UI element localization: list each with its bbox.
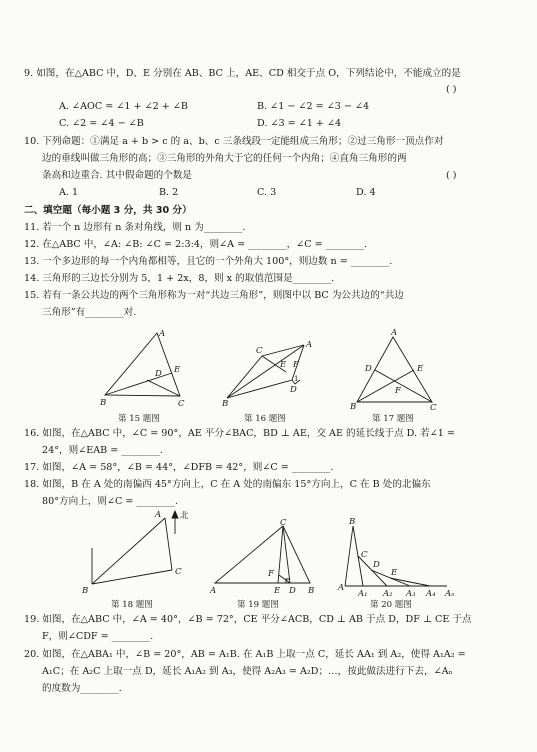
fig18-label-a: A [155, 510, 162, 520]
fig16-label-e: E [280, 360, 287, 370]
fig17-label-d: D [365, 364, 372, 374]
fig19-label-f: F [268, 569, 274, 579]
q15-line1: 15. 若有一条公共边的两个三角形称为一对“共边三角形”，则图中以 BC 为公共边的“共边 [24, 290, 404, 301]
q19-line2: F，则∠CDF = ________. [42, 631, 154, 642]
fig19-label-d: D [289, 586, 296, 596]
fig20-label-a2: A₂ [383, 589, 393, 599]
q16-line2: 24°，则∠EAB = ________. [42, 445, 163, 456]
q20-line2: A₁C；在 A₂C 上取一点 D，延长 A₁A₂ 到 A₃，使得 A₂A₃ = A₂D；…，按此做法进行下去，∠Aₙ [42, 666, 453, 677]
fig17-label-a: A [391, 328, 398, 338]
fig20-label-c: C [361, 550, 368, 560]
fig17-label-c: C [430, 403, 437, 413]
fig20-label-b: B [349, 517, 356, 527]
fig19-label-b: B [308, 586, 315, 596]
fig19-label-e: E [274, 586, 281, 596]
q17: 17. 如图，∠A = 58°，∠B = 44°，∠DFB = 42°，则∠C = ________. [24, 462, 334, 473]
figure-20 [335, 518, 465, 598]
fig15-label-b: B [100, 398, 107, 408]
q9-answer-paren: ( ) [446, 84, 457, 95]
fig17-label-f: F [395, 386, 401, 396]
figure-17 [350, 328, 440, 413]
fig20-label-a1: A₁ [358, 589, 368, 599]
fig20-segment-ba [345, 526, 353, 586]
q9-option-c: C. ∠2 = ∠4 − ∠B [59, 118, 144, 129]
q18-line2: 80°方向上，则∠C = ________. [42, 496, 178, 507]
q20-line3: 的度数为________. [42, 683, 122, 694]
caption-fig-15: 第 15 题图 [118, 414, 160, 424]
section-heading-fill-in: 二、填空题（每小题 3 分，共 30 分） [24, 205, 192, 216]
caption-fig-16: 第 16 题图 [244, 414, 286, 424]
fig15-label-a: A [159, 329, 166, 339]
fig19-label-a: A [210, 586, 217, 596]
fig18-segment-ac [165, 518, 172, 570]
q9-option-a: A. ∠AOC = ∠1 + ∠2 + ∠B [59, 101, 188, 112]
fig20-label-a4: A₄ [426, 589, 436, 599]
caption-fig-18: 第 18 题图 [111, 600, 153, 610]
q18-line1: 18. 如图，B 在 A 处的南偏西 45°方向上，C 在 A 处的南偏东 15°方向上，C 在 B 处的北偏东 [24, 479, 431, 490]
fig20-label-a: A [338, 583, 345, 593]
caption-fig-17: 第 17 题图 [372, 414, 414, 424]
fig18-segment-ab [92, 518, 165, 584]
q10-line1: 10. 下列命题：①满足 a + b > c 的 a、b、c 三条线段一定能组成三角形；②过三角形一顶点作对 [24, 136, 444, 147]
q10-option-c: C. 3 [257, 187, 277, 198]
q10-answer-paren: ( ) [446, 170, 457, 181]
q10-option-b: B. 2 [159, 187, 179, 198]
fig19-label-c: C [280, 518, 287, 528]
fig18-label-north: 北 [180, 511, 189, 521]
q10-option-d: D. 4 [356, 187, 376, 198]
fig16-label-angle-1: 1 [294, 375, 299, 383]
q20-line1: 20. 如图，在△ABA₁ 中，∠B = 20°，AB = A₁B. 在 A₁B 上取一点 C，延长 AA₁ 到 A₂，使得 A₁A₂ = [24, 649, 466, 660]
fig20-label-e: E [391, 568, 398, 578]
fig17-label-e: E [417, 364, 424, 374]
fig16-label-b: B [222, 399, 229, 409]
q10-line2: 边的垂线叫做三角形的高；③三角形的外角大于它的任何一个内角；④直角三角形的两 [42, 153, 407, 164]
caption-fig-19: 第 19 题图 [237, 600, 279, 610]
fig20-segment-ea4 [390, 578, 430, 586]
figure-19 [210, 520, 320, 598]
fig19-segment-ce [278, 526, 283, 583]
fig15-label-d: D [155, 369, 162, 379]
q10-option-a: A. 1 [59, 187, 79, 198]
q10-line3: 条高和边重合. 其中假命题的个数是 [42, 170, 193, 181]
q12: 12. 在△ABC 中，∠A: ∠B: ∠C = 2:3:4，则∠A = ________，∠C = ________. [24, 239, 368, 250]
fig16-segment-bd [227, 380, 292, 398]
fig16-label-f: F [293, 360, 299, 370]
fig15-label-c: C [178, 399, 185, 409]
figure-16 [222, 340, 322, 410]
figure-15 [100, 328, 190, 410]
figure-18 [82, 510, 192, 598]
fig18-north-arrowhead [172, 511, 178, 518]
fig17-segment-cd [375, 370, 432, 402]
q13: 13. 一个多边形的每一个内角都相等，且它的一个外角大 100°，则边数 n = ________. [24, 256, 393, 267]
q15-line2: 三角形”有________对. [42, 307, 137, 318]
fig20-label-an: Aₙ [445, 589, 455, 599]
q9-stem: 9. 如图，在△ABC 中，D、E 分别在 AB、BC 上，AE、CD 相交于点 O，下列结论中，不能成立的是 [24, 68, 461, 79]
fig15-segment-be [105, 373, 172, 395]
q9-option-d: D. ∠3 = ∠1 + ∠4 [257, 118, 342, 129]
fig19-triangle-abc [215, 526, 310, 583]
q9-option-b: B. ∠1 − ∠2 = ∠3 − ∠4 [257, 101, 370, 112]
q16-line1: 16. 如图，在△ABC 中，∠C = 90°，AE 平分∠BAC，BD ⊥ AE，交 AE 的延长线于点 D. 若∠1 = [24, 428, 455, 439]
fig20-label-d: D [373, 560, 380, 570]
q14: 14. 三角形的三边长分别为 5，1 + 2x，8，则 x 的取值范围是________. [24, 273, 335, 284]
fig16-label-a: A [306, 340, 313, 350]
fig19-segment-cd [283, 526, 290, 583]
caption-fig-20: 第 20 题图 [370, 600, 412, 610]
q11: 11. 若一个 n 边形有 n 条对角线，则 n 为________. [24, 222, 246, 233]
fig18-label-c: C [175, 567, 182, 577]
fig20-label-a3: A₃ [406, 589, 416, 599]
fig16-label-d: D [290, 385, 297, 395]
q19-line1: 19. 如图，在△ABC 中，∠A = 40°，∠B = 72°，CE 平分∠ACB，CD ⊥ AB 于点 D，DF ⊥ CE 于点 [24, 614, 472, 625]
fig18-segment-bc [92, 570, 172, 584]
fig17-label-b: B [350, 402, 357, 412]
fig15-triangle-abc [105, 333, 180, 396]
fig16-label-c: C [256, 346, 263, 356]
fig15-label-e: E [174, 365, 181, 375]
fig18-label-b: B [82, 586, 89, 596]
